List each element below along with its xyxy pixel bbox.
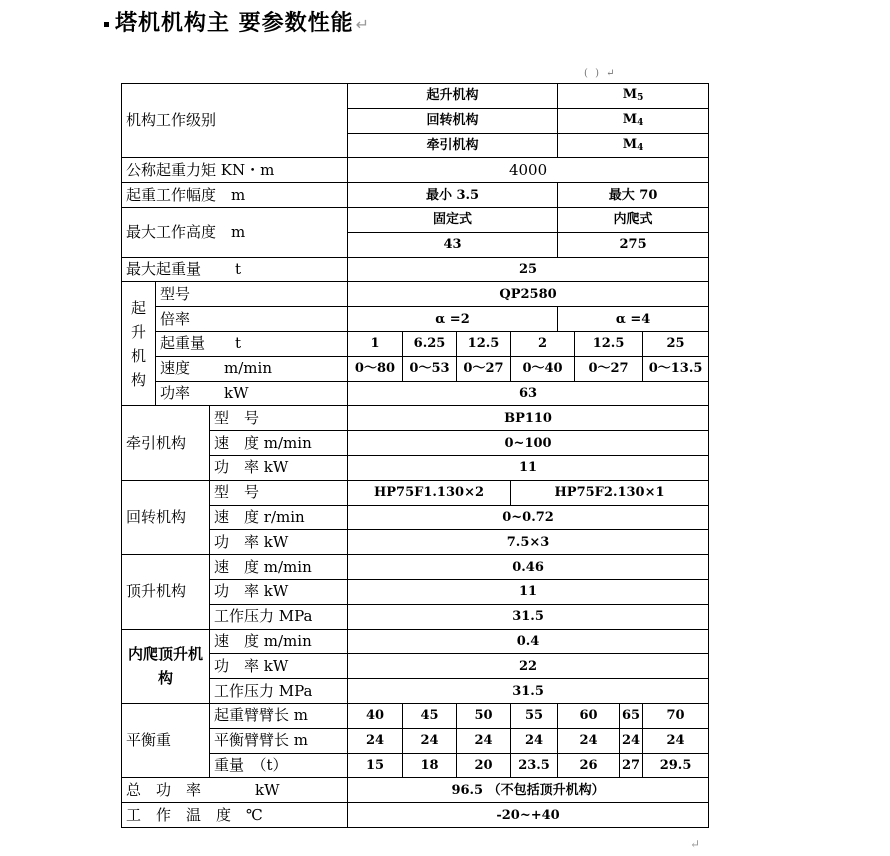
table-row [122, 381, 709, 406]
weight-cell: 27 [620, 753, 643, 778]
slewing-speed-label: 速 度 r/min [210, 505, 348, 530]
trolley-model-label: 型 号 [210, 406, 348, 431]
table-row [122, 679, 709, 704]
jib-length-cell: 45 [403, 703, 457, 728]
max-load-value: 25 [348, 257, 709, 282]
weight-label: 重量 （t） [210, 753, 348, 778]
hoist-speed-cell: 0～27 [457, 356, 511, 381]
counter-jib-length-label: 平衡臂臂长 m [210, 728, 348, 753]
table-row [122, 604, 709, 629]
trolley-label: 牵引机构 [122, 406, 210, 480]
hoist-ratio-b: α =4 [558, 307, 709, 332]
table-row [122, 207, 709, 232]
climbing-pressure: 31.5 [348, 604, 709, 629]
climbing-speed-label: 速 度 m/min [210, 555, 348, 580]
trolley-power: 11 [348, 455, 709, 480]
radius-label: 起重工作幅度 m [122, 183, 348, 208]
hoist-load-cell: 2 [511, 331, 575, 356]
height-inner-label: 内爬式 [558, 207, 709, 232]
table-row [122, 431, 709, 456]
hoist-speed-cell: 0～13.5 [643, 356, 709, 381]
hoist-speed-label: 速度 m/min [156, 356, 348, 381]
height-fixed-label: 固定式 [348, 207, 558, 232]
climbing-power: 11 [348, 579, 709, 604]
table-row [122, 331, 709, 356]
hoist-group-label: 起 升 机 构 [122, 282, 156, 406]
table-row [122, 480, 709, 505]
trolley-power-label: 功 率 kW [210, 455, 348, 480]
weight-cell: 29.5 [643, 753, 709, 778]
table-row [122, 257, 709, 282]
hoist-power-label: 功率 kW [156, 381, 348, 406]
radius-max: 最大 70 [558, 183, 709, 208]
hoist-speed-cell: 0～80 [348, 356, 403, 381]
bullet-icon [104, 22, 109, 27]
work-class-label: 机构工作级别 [122, 84, 348, 158]
table-row [122, 703, 709, 728]
jib-length-cell: 55 [511, 703, 558, 728]
weight-cell: 20 [457, 753, 511, 778]
hoist-load-cell: 12.5 [575, 331, 643, 356]
table-row [122, 555, 709, 580]
inner-climbing-power-label: 功 率 kW [210, 654, 348, 679]
counter-jib-cell: 24 [620, 728, 643, 753]
climbing-power-label: 功 率 kW [210, 579, 348, 604]
parameter-table [121, 83, 709, 828]
radius-min: 最小 3.5 [348, 183, 558, 208]
table-row [122, 406, 709, 431]
inner-climbing-pressure: 31.5 [348, 679, 709, 704]
table-row [122, 530, 709, 555]
jib-length-cell: 65 [620, 703, 643, 728]
table-row [122, 778, 709, 803]
slewing-power: 7.5×3 [348, 530, 709, 555]
hoist-speed-cell: 0～40 [511, 356, 575, 381]
climbing-speed: 0.46 [348, 555, 709, 580]
hoist-load-label: 起重量 t [156, 331, 348, 356]
moment-label: 公称起重力矩 KN・m [122, 158, 348, 183]
temperature-label: 工 作 温 度 ℃ [122, 803, 348, 828]
work-class-value: $M_5$ [558, 84, 709, 109]
hoist-load-cell: 25 [643, 331, 709, 356]
table-row [122, 753, 709, 778]
jib-length-cell: 60 [558, 703, 620, 728]
inner-climbing-label: 内爬顶升机构 [122, 629, 210, 703]
slewing-power-label: 功 率 kW [210, 530, 348, 555]
inner-climbing-speed-label: 速 度 m/min [210, 629, 348, 654]
weight-cell: 15 [348, 753, 403, 778]
height-fixed-value: 43 [348, 232, 558, 257]
jib-length-cell: 40 [348, 703, 403, 728]
table-row [122, 307, 709, 332]
mechanism-name: 起升机构 [348, 84, 558, 109]
inner-climbing-speed: 0.4 [348, 629, 709, 654]
table-row [122, 728, 709, 753]
total-power-value: 96.5 （不包括顶升机构） [348, 778, 709, 803]
counter-jib-cell: 24 [457, 728, 511, 753]
inner-climbing-power: 22 [348, 654, 709, 679]
trolley-speed: 0~100 [348, 431, 709, 456]
hoist-model: QP2580 [348, 282, 709, 307]
table-row [122, 356, 709, 381]
inner-climbing-pressure-label: 工作压力 MPa [210, 679, 348, 704]
hoist-speed-cell: 0～53 [403, 356, 457, 381]
work-class-value: $M_4$ [558, 133, 709, 158]
slewing-model-label: 型 号 [210, 480, 348, 505]
slewing-model-b: HP75F2.130×1 [511, 480, 709, 505]
hoist-ratio-label: 倍率 [156, 307, 348, 332]
weight-cell: 23.5 [511, 753, 558, 778]
work-class-value: $M_4$ [558, 108, 709, 133]
counter-jib-cell: 24 [558, 728, 620, 753]
hoist-speed-cell: 0～27 [575, 356, 643, 381]
mechanism-name: 牵引机构 [348, 133, 558, 158]
hoist-power: 63 [348, 381, 709, 406]
slewing-label: 回转机构 [122, 480, 210, 554]
mechanism-name: 回转机构 [348, 108, 558, 133]
counter-jib-cell: 24 [403, 728, 457, 753]
climbing-label: 顶升机构 [122, 555, 210, 629]
heading-text: 塔机机构主 要参数性能 [115, 11, 354, 36]
table-row [122, 505, 709, 530]
slewing-model-a: HP75F1.130×2 [348, 480, 511, 505]
total-power-label: 总 功 率 kW [122, 778, 348, 803]
counter-jib-cell: 24 [511, 728, 558, 753]
table-row [122, 455, 709, 480]
height-label: 最大工作高度 m [122, 207, 348, 257]
climbing-pressure-label: 工作压力 MPa [210, 604, 348, 629]
document-heading [104, 6, 370, 37]
counter-jib-cell: 24 [643, 728, 709, 753]
jib-length-cell: 50 [457, 703, 511, 728]
height-inner-value: 275 [558, 232, 709, 257]
hoist-model-label: 型号 [156, 282, 348, 307]
moment-value: 4000 [348, 158, 709, 183]
table-row [122, 282, 709, 307]
jib-length-label: 起重臂臂长 m [210, 703, 348, 728]
table-row [122, 629, 709, 654]
table-row [122, 183, 709, 208]
table-row [122, 158, 709, 183]
temperature-value: -20~+40 [348, 803, 709, 828]
table-row [122, 84, 709, 109]
max-load-label: 最大起重量 t [122, 257, 348, 282]
table-row [122, 579, 709, 604]
weight-cell: 18 [403, 753, 457, 778]
hoist-load-cell: 6.25 [403, 331, 457, 356]
weight-cell: 26 [558, 753, 620, 778]
top-fragment: ( ) ↵ [584, 68, 617, 79]
paragraph-mark-icon: ↵ [355, 15, 371, 34]
hoist-load-cell: 1 [348, 331, 403, 356]
counterweight-label: 平衡重 [122, 703, 210, 777]
trolley-model: BP110 [348, 406, 709, 431]
slewing-speed: 0~0.72 [348, 505, 709, 530]
hoist-ratio-a: α =2 [348, 307, 558, 332]
trolley-speed-label: 速 度 m/min [210, 431, 348, 456]
table-row [122, 803, 709, 828]
table-row [122, 654, 709, 679]
jib-length-cell: 70 [643, 703, 709, 728]
paragraph-end-icon: ↵ [690, 837, 701, 851]
hoist-load-cell: 12.5 [457, 331, 511, 356]
counter-jib-cell: 24 [348, 728, 403, 753]
